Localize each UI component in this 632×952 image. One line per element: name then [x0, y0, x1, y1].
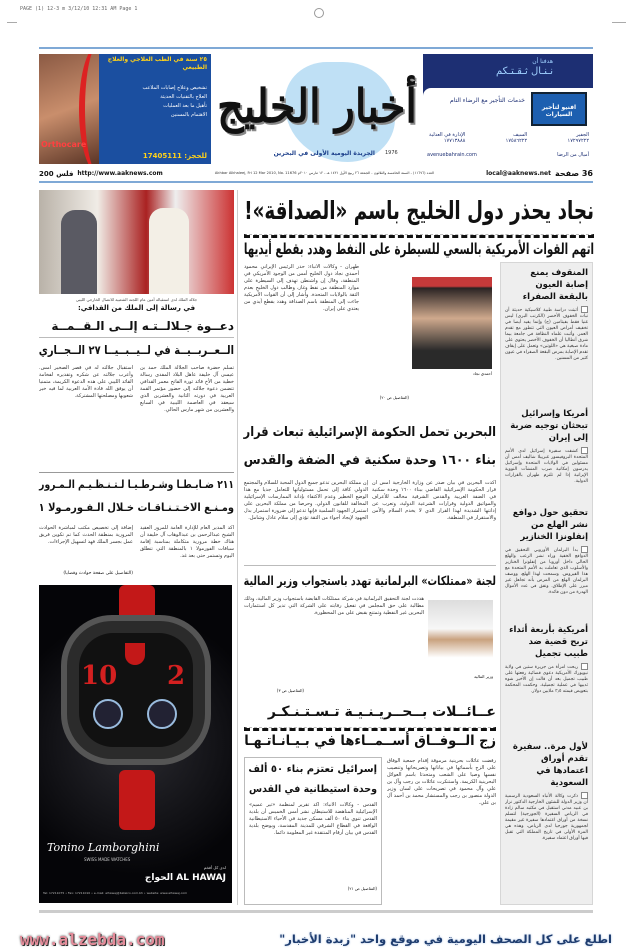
continued-note: (التفاصيل على صفحة حوادث وقضايا): [63, 571, 133, 576]
article-body: استقبال جلالته له في قصر الصخير أمس. وأعرب جلالته عن شكره وتقديره لفخامة القائد الليبي على هذه الدعوة الكريمة، متمنيا أن يوفق الله قادة الأمة العربية لما فيه خير شعوبها ومصلحتها المشتركة.: [39, 365, 133, 399]
watch-brand: Tonino Lamborghini: [47, 841, 160, 854]
israel-box: [244, 757, 382, 905]
bullet-box-icon: [581, 306, 588, 313]
photo-caption: وزير المالية: [474, 674, 493, 679]
newspaper-logo: أخبار الخليج: [217, 79, 417, 133]
watch-tagline: SWISS MADE WATCHES: [84, 857, 131, 862]
header-rule: [39, 47, 593, 49]
crop-mark-icon: [7, 22, 17, 23]
king-photo: [39, 190, 234, 294]
continued-note: (التفاصيل ص ٢١): [347, 886, 377, 891]
article-body: طهران - وكالات الأنباء: حذر الرئيس الإيراني محمود أحمدي نجاد دول الخليج أمس من الوجود الأمريكي في المنطقة، وقال إن واشنطن تهدف إلى السيطرة على موارد المنطقة من نفط وغاز، وطالب دول الخليج بعدم الثقة بالولايات المتحدة. وأشار إلى أن القوات الأمريكية جاءت إلى المنطقة باسم الصداقة وهدد بقطع أيدي من يعتدي على إيران.: [244, 264, 359, 312]
dealer-contact: Tel: 17211075 • Fax: 17211010 • e-mail: alhawaj@batelco.com.bh • website: www.alhawaj.com: [43, 891, 188, 895]
crop-mark-icon: [612, 22, 626, 23]
nejad-photo: [412, 277, 492, 369]
ad-url: avenuebahrain.com: [427, 152, 477, 158]
price: 200 فلس: [39, 169, 74, 178]
minister-photo: [428, 600, 493, 672]
divider: [244, 234, 594, 238]
alzebda-link[interactable]: www.alzebda.com: [20, 930, 165, 949]
website-link[interactable]: http://www.aaknews.com: [77, 170, 163, 177]
dial-number: 10: [81, 661, 118, 691]
israel-headline[interactable]: وحدة استيطانية في القدس: [249, 784, 377, 795]
israel-headline[interactable]: إسرائيل تعتزم بناء ٥٠ ألف: [248, 764, 377, 775]
bullet-box-icon: [581, 447, 588, 454]
article-body: إضافة إلى تخصيص مكتب لمباشرة الحوادث المرورية بمنطقة الحدث كما تم تكوين فريق عمل بجسر الملك فهد لتسهيل الإجراءات.: [39, 525, 133, 545]
watch-strap: [119, 770, 155, 830]
email-link[interactable]: local@aaknews.net: [486, 170, 551, 177]
avenue-logo: افنيو لتأجير السيارات: [531, 92, 587, 126]
ad-line: الاهتمام بالمسنين: [170, 112, 207, 118]
ad-footer: أميال من الرضا: [557, 152, 589, 158]
photo-figure: [149, 208, 189, 294]
divider: [244, 565, 496, 566]
bahrain-headline[interactable]: بناء ١٦٠٠ وحدة سكنية في الضفة والقدس: [243, 453, 496, 468]
lajna-headline[interactable]: لجنة «ممتلكات» البرلمانية تهدد باستجواب وزير المالية: [243, 573, 496, 588]
sidebar-item[interactable]: [505, 267, 588, 402]
article-body: إن مملكة البحرين تدعو جميع الدول المحبة للسلام والمجتمع الدولي كافة إلى تحمل مسئولياتها للتعامل جديا مع هذا الوضع الخطير وعدم الاكتفاء بإدانة الممارسات الإسرائيلية المخالفة للقانون الدولي. وحرصا من مملكة البحرين على استمرار الجهود السلمية فإنها تدعو إلى ضرورة استمرار بذل الجهود لإيجاد أجواء من الثقة تؤدي إلى سلام عادل وشامل.: [244, 480, 368, 521]
sidebar-headline[interactable]: تحقيق حول دوافع نشر الهلع من إنفلونزا الخنازير: [512, 508, 588, 542]
article-body: القدس - وكالات الأنباء: أكد تقرير لمنظمة «تير عميم» الإسرائيلية المناهضة للاستيطان نشر أمس الخميس أن بلدية القدس تنوي بناء ٥٠ ألف مسكن جديد في الأحياء الاستيطانية الواقعة في القطاع الشرقي للمدينة المقدسة، ويوضح بلدية القدس في بيان أرقام المنتقدة غير المعلومة دائما.: [249, 802, 377, 836]
bullet-box-icon: [581, 663, 588, 670]
masthead-tagline: الجريدة اليومية الأولى في البحرين: [273, 150, 375, 157]
dealer-kicker: لدى كل أفخم: [203, 865, 226, 870]
sidebar-body: كشفت سفيرة إسرائيل لدى الأمم المتحدة البروفيسور غبرييلا شاليف أمس أن مسئولين في الولايات المتحدة وإسرائيل يدرسون إمكانية ضرب المنشآت النووية الإيرانية إذا لم تلتزم طهران بالقرارات الدولية.: [505, 449, 588, 484]
divider: [244, 727, 496, 731]
office-adliya: الإدارة في العدلية ١٧٧١٣٨٨٨: [429, 132, 466, 144]
orthocare-ad[interactable]: [39, 54, 211, 164]
divider: [39, 472, 234, 473]
established-year: 1976: [385, 150, 398, 156]
office-seef: السيف ١٧٥٨٦٢٢٢: [505, 132, 528, 144]
sidebar-headline[interactable]: أمريكية بأربعة أثداء تربح قضية ضد طبيب تجميل: [509, 625, 588, 659]
king-headline[interactable]: الــعــربــيــة في لــيــبــيــا ٢٧ الــجــاري: [38, 343, 234, 357]
sidebar-headline[interactable]: لأول مرة.. سفيرة تقدم أوراق اعتمادها في السعودية: [512, 742, 588, 788]
continued-note: (التفاصيل ص ٢٠): [379, 395, 409, 400]
registration-mark-icon: [314, 8, 324, 18]
ad-line: العلاج بالتقنيات الحديثة: [160, 94, 207, 100]
sidebar-headline[interactable]: أمريكا وإسرائيل تبحثان توجيه ضربة إلى إيران: [510, 409, 588, 443]
sidebar-item[interactable]: [505, 741, 588, 864]
sidebar-item[interactable]: [505, 507, 588, 618]
traffic-headline[interactable]: ومـنـع الاخـتـنـاقـات خـلال الـفـورمـولا ١: [38, 501, 234, 514]
issue-info: Akhbar Alkhaleej, Fri 12 Mar 2010, No. 11676 العدد (١١٦٧٦) - السنة الخامسة والثلاثون - الجمعة ٢٦ ربيع الأول ١٤٣١ هـ - ١٢ مارس ٢٠١٠م: [214, 171, 434, 176]
continued-note: (التفاصيل ص ٣): [276, 688, 304, 693]
info-bar: [39, 167, 593, 180]
sidebar-body: بدأ البرلمان الأوروبي التحقيق في الدوافع الخفية وراء نشر الرعب والهلع الحالي داخل أوروبا من إنفلونزا الخنازير والأسلوب الذي تعاملت به الأمم المتحدة مع هذا الفيروس. وسمحت لهذا الهلع، ووصف البرلمان الهلع من المرض بأنه تجاهل غير مبرر على الإطلاق. ونفق في عدد الأموال الهدرة من دون فائدة.: [505, 548, 588, 595]
header-rule: [39, 181, 593, 183]
news-sidebar: [500, 262, 593, 905]
photo-figure: [61, 210, 97, 294]
ad-slogan-small: هدفنا أن: [532, 58, 553, 65]
ad-phone: للحجز: 17405111: [142, 152, 207, 160]
sidebar-item[interactable]: [505, 408, 588, 501]
column-divider: [237, 190, 238, 905]
ad-line: تأهيل ما بعد العمليات: [163, 103, 207, 109]
sidebar-headline[interactable]: المنقوف يمنع إصابة العيون بالبقعة الصفراء: [522, 268, 588, 302]
main-subhead: اتهم القوات الأمريكية بالسعي للسيطرة على النفط وهدد بقطع أيديها: [243, 240, 595, 258]
main-headline[interactable]: نجاد يحذر دول الخليج باسم «الصداقة»!: [244, 196, 595, 225]
lamborghini-watch-ad[interactable]: [39, 585, 232, 903]
sidebar-body: أثبتت دراسة طبية كلاسيكية حديثة أن نبات الخفوف الأخضر (الكرنب البري) ليس غنيا فقط بفيتامين (ج) وإنما يفيد أيضا في تخفيف أمراض العيون التي تتطور مع تقدم العمر. وأثبت علماء النظافة في جامعة بيما شرق أنطاليا أن الخفوف الأخضر يحتوي على مادة صبغية هي «اللوتين» وتعمل على إيقاف تقدم الإصابة بمرض البقعة الصفراء في عيون كثير من المسنين.: [505, 308, 588, 361]
bullet-box-icon: [581, 546, 588, 553]
sidebar-body: ذكرت وكالة الأنباء السعودية الرسمية أن وزير الدولة للشئون الخارجية الدكتور نزار بن عبيد مدني استقبل في مكتبه سالم زادة في الرياض السفيرة (الجورجية) لتسلم نسخة من أوراق اعتمادها سفيرة غير مقيمة لجمهورية جورجيا لدى الرياض، وهذه هي المرة الأولى في تاريخ المملكة التي تقبل فيها أوراق اعتماد سفيرة.: [505, 794, 588, 841]
avenue-ad[interactable]: [423, 54, 593, 164]
ad-headline: ٢٥ سنة في الطب العلاجي والعلاج الطبيعي: [107, 56, 207, 71]
king-kicker: في رسالة إلى الملك من القذافي:: [77, 304, 196, 312]
bahrain-headline[interactable]: البحرين تحمل الحكومة الإسرائيلية تبعات قرار: [243, 425, 496, 440]
bull-shield-icon: [125, 643, 145, 665]
traffic-headline[interactable]: ٢١١ ضـابـطـا وشـرطـيـا لـتـنـظـيـم الـمـرور: [39, 478, 234, 491]
print-mark: PAGE (1) 12-3 m 3/12/10 12:31 AM Page 1: [20, 6, 138, 12]
ad-service: خدمات التأجير مع الرضاء التام: [450, 97, 525, 104]
bullet-box-icon: [581, 792, 588, 799]
article-body: رفضت عائلات بحرينية مرموقة إقدام جمعية الوفاق على الزج بأسمائها في بياناتها وتصريحاتها وتنصيب نفسها وصيا على الشعب ومتحدثا باسم العوائل البحرينية الكريمة. واستنكرت عائلات بن رجب وآل بن علي وآل محمود في تصريحات على لسان وزير الدولة منصور بن رجب والمستشار محمد بن أحمد آل بن علي.: [387, 758, 496, 806]
ad-slogan: نـنـال ثـقـتـكم: [496, 66, 553, 77]
families-headline[interactable]: زج الــوفــاق أســمــاءها في بـيـانـاتـهـا: [244, 733, 496, 749]
sidebar-item[interactable]: [505, 624, 588, 735]
dial-number: 2: [167, 661, 186, 691]
article-body: تسلم حضرة صاحب الجلالة الملك حمد بن عيسى آل خليفة عاهل البلاد المفدى رسالة خطية من الأخ قائد ثورة الفاتح معمر القذافي تتضمن دعوة جلالته إلى حضور مؤتمر القمة العربية في دورته الثانية والعشرين الذي سيعقد في العاصمة الليبية في السابع والعشرين من شهر مارس الحالي.: [140, 365, 234, 413]
masthead: [215, 54, 421, 164]
article-body: أكد المدير العام للإدارة العامة للمرور العقيد الشيخ عبدالرحمن بن عبدالوهاب آل خليفة أن هناك خطة مرورية متكاملة بمناسبة إقامة سباقات الفورمولا ١ بالمنطقة التي تنطلق اليوم وتستمر حتى بعد غد.: [140, 525, 234, 559]
families-headline[interactable]: عــائــلات بــحــريـنـيـة تـسـتـنـكـر: [267, 704, 496, 720]
article-body: أكدت البحرين في بيان صدر عن وزارة الخارجية أمس أن قرار الحكومة الإسرائيلية القاضي ببناء ١٦٠٠ وحدة سكنية في الضفة الغربية والقدس الشرقية مخالف للأعراف والمواثيق الدولية وقرارات الشرعية الدولية، وتعرب عن إدانتها الشديدة لهذا القرار الذي لا يخدم السلام والأمن والاستقرار في المنطقة.: [372, 480, 496, 521]
divider: [39, 337, 234, 338]
article-body: هددت لجنة التحقيق البرلمانية في شركة ممتلكات القابضة باستجواب وزير المالية، وذلك مطالبة على حق المجلس في تفعيل رقابته على الشركة التي تدير كل استثمارات البحرين غير النفطية وتمتنع بقبض على من المحظورة.: [244, 596, 424, 616]
footer-promo: اطلع على كل الصحف اليومية في موقع واحد "زبدة الأخبار": [279, 932, 612, 946]
photo-caption: جلالة الملك لدى استقباله أمين عام اللجنة الشعبية للاتصال الخارجي الليبي: [75, 297, 198, 302]
king-headline[interactable]: دعــوة جـلالــتـه إلــى الـقــمــة: [51, 319, 234, 333]
ad-line: تشخيص وعلاج إصابات الملاعب: [142, 85, 207, 91]
watch-case: [61, 615, 211, 765]
footer-rule: [39, 910, 593, 913]
page-count: 36 صفحة: [554, 169, 593, 178]
office-jufair: الجفير ١٧٢٩٧٢٢٢: [567, 132, 589, 144]
photo-caption: أحمدي نجاد: [472, 371, 492, 376]
ad-brand: Orthocare: [41, 140, 87, 149]
dealer-name: AL HAWAJ الحواج: [144, 873, 226, 883]
sidebar-body: ربحت امرأة من جزيرة ستين في ولاية نيويورك الأمريكية دعوى قضائية رفعتها على طبيب تجميل بعد أن قالت إن الأخير شوه ثدييها في عملية تجميلية. وحكمت المحكمة بتعويض قيمته ٣٫٥ ملايين دولار.: [505, 665, 588, 694]
